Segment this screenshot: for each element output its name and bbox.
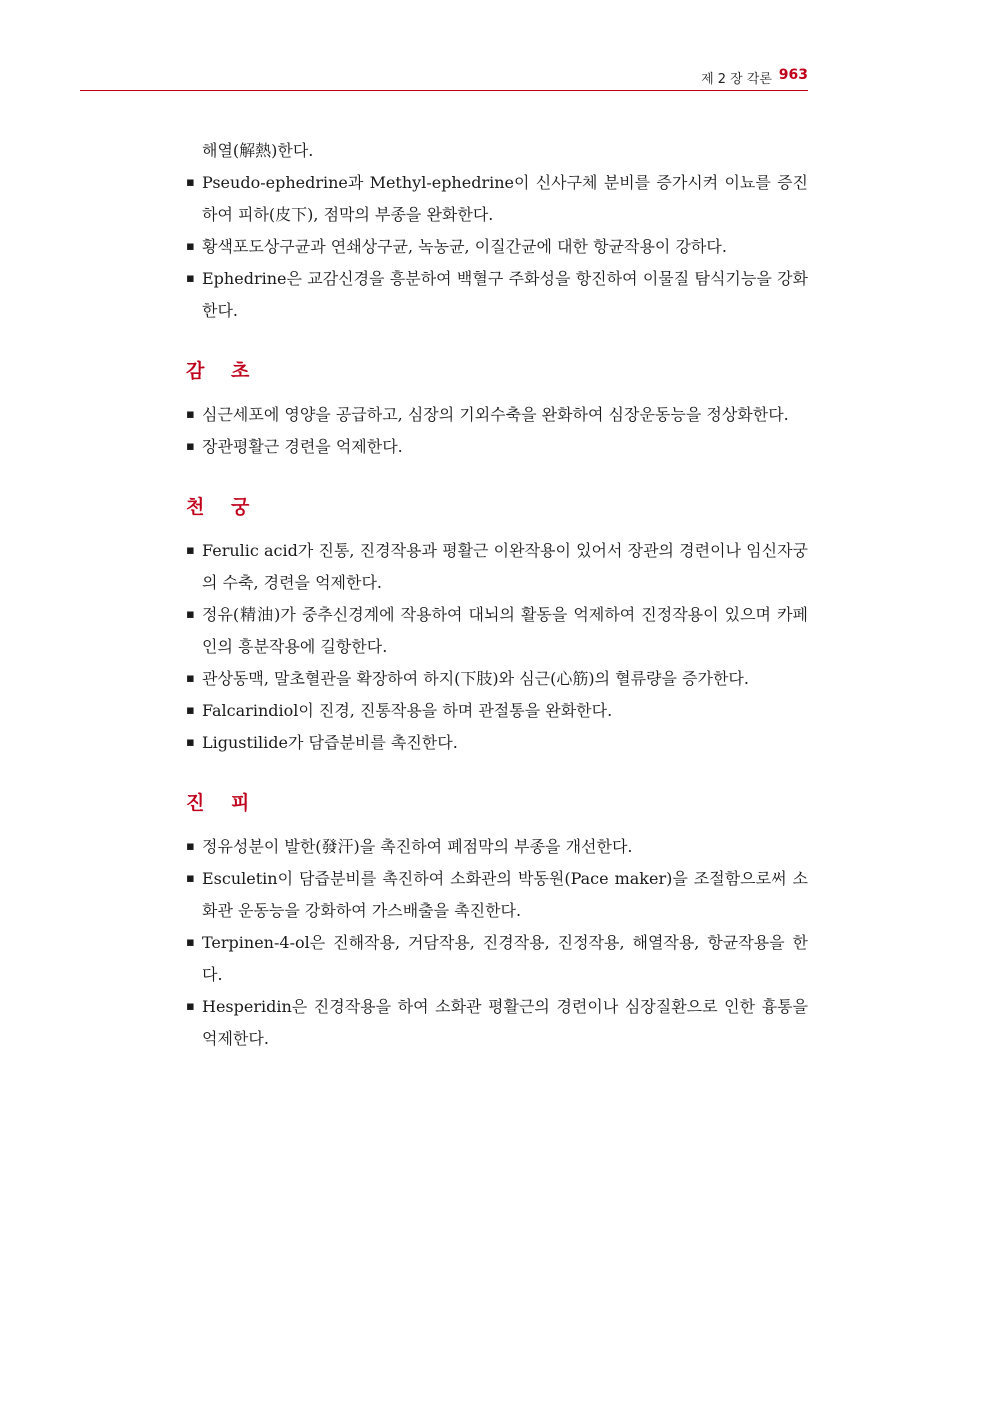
list-item-text: Ephedrine은 교감신경을 흥분하여 백혈구 주화성을 항진하여 이물질 탐식기능을 강화한다. xyxy=(202,269,808,320)
bullet-icon: ▪ xyxy=(186,999,195,1014)
list-item xyxy=(186,663,808,695)
bullet-icon: ▪ xyxy=(186,607,195,622)
list-item-text: 정유(精油)가 중추신경계에 작용하여 대뇌의 활동을 억제하여 진정작용이 있으며 카페인의 흥분작용에 길항한다. xyxy=(202,605,808,656)
list-item xyxy=(186,399,808,431)
bullet-icon: ▪ xyxy=(186,543,195,558)
list-item-text: 황색포도상구균과 연쇄상구균, 녹농균, 이질간균에 대한 항균작용이 강하다. xyxy=(202,237,727,256)
list-item xyxy=(186,863,808,927)
bullet-icon: ▪ xyxy=(186,439,195,454)
bullet-icon: ▪ xyxy=(186,839,195,854)
section-heading: 진 피 xyxy=(186,792,260,814)
bullet-icon: ▪ xyxy=(186,671,195,686)
list-item-text: Ferulic acid가 진통, 진경작용과 평활근 이완작용이 있어서 장관의 경련이나 임신자궁의 수축, 경련을 억제한다. xyxy=(202,541,808,592)
list-item xyxy=(186,599,808,663)
list-item xyxy=(186,535,808,599)
page-number: 963 xyxy=(778,67,808,83)
bullet-icon: ▪ xyxy=(186,175,195,190)
list-item-text: 장관평활근 경련을 억제한다. xyxy=(202,437,403,456)
list-item xyxy=(186,263,808,327)
list-item xyxy=(186,431,808,463)
list-item xyxy=(186,167,808,231)
bullet-icon: ▪ xyxy=(186,871,195,886)
document-body xyxy=(186,135,808,1055)
list-item-text: Esculetin이 담즙분비를 촉진하여 소화관의 박동원(Pace maker)을 조절함으로써 소화관 운동능을 강화하여 가스배출을 촉진한다. xyxy=(202,869,808,920)
list-item-text: Terpinen-4-ol은 진해작용, 거담작용, 진경작용, 진정작용, 해열작용, 항균작용을 한다. xyxy=(202,933,808,984)
bullet-icon: ▪ xyxy=(186,703,195,718)
list-item-text: Pseudo-ephedrine과 Methyl-ephedrine이 신사구체 분비를 증가시켜 이뇨를 증진하여 피하(皮下), 점막의 부종을 완화한다. xyxy=(202,173,808,224)
list-item xyxy=(186,991,808,1055)
bullet-icon: ▪ xyxy=(186,407,195,422)
bullet-icon: ▪ xyxy=(186,935,195,950)
list-item xyxy=(186,927,808,991)
list-item-text: Ligustilide가 담즙분비를 촉진한다. xyxy=(202,733,458,752)
section-heading: 천 궁 xyxy=(186,496,260,518)
section-heading: 감 초 xyxy=(186,360,260,382)
continuation-text: 해열(解熱)한다. xyxy=(202,141,314,160)
list-item xyxy=(186,831,808,863)
bullet-icon: ▪ xyxy=(186,271,195,286)
list-item xyxy=(186,231,808,263)
list-item-text: Falcarindiol이 진경, 진통작용을 하며 관절통을 완화한다. xyxy=(202,701,613,720)
list-item xyxy=(186,727,808,759)
list-item-text: 관상동맥, 말초혈관을 확장하여 하지(下肢)와 심근(心筋)의 혈류량을 증가한다. xyxy=(202,669,749,688)
bullet-icon: ▪ xyxy=(186,239,195,254)
list-item-text: 심근세포에 영양을 공급하고, 심장의 기외수축을 완화하여 심장운동능을 정상화한다. xyxy=(202,405,789,424)
chapter-title: 제 2 장 각론 xyxy=(701,72,772,87)
bullet-icon: ▪ xyxy=(186,735,195,750)
list-item xyxy=(186,695,808,727)
list-item-text: Hesperidin은 진경작용을 하여 소화관 평활근의 경련이나 심장질환으로 인한 흉통을 억제한다. xyxy=(202,997,808,1048)
page-header xyxy=(80,64,808,91)
list-item-text: 정유성분이 발한(發汗)을 촉진하여 폐점막의 부종을 개선한다. xyxy=(202,837,633,856)
